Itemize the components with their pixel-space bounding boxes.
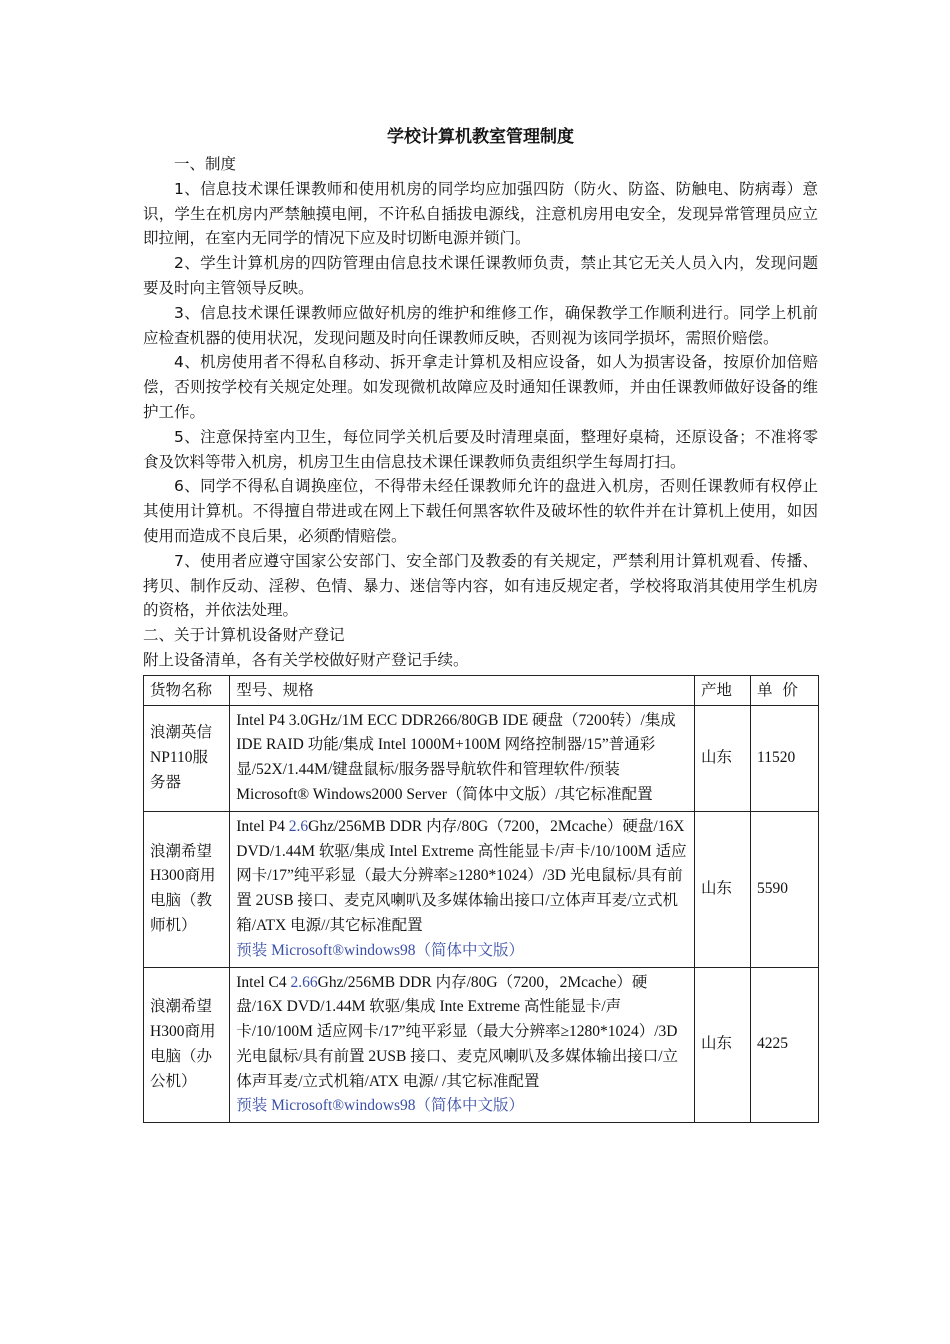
section-heading-rules: 一、制度 — [174, 155, 237, 173]
cell-origin: 山东 — [694, 967, 750, 1123]
document-page — [143, 120, 818, 1123]
header-spec: 型号、规格 — [230, 675, 695, 705]
table-row — [144, 811, 819, 967]
spec-os: 预装 Microsoft®windows98（简体中文版） — [236, 941, 525, 959]
rule-2: 2、学生计算机房的四防管理由信息技术课任课教师负责，禁止其它无关人员入内，发现问题要及时向主管领导反映。 — [143, 254, 818, 297]
header-price: 单 价 — [751, 675, 819, 705]
cell-origin: 山东 — [694, 811, 750, 967]
rule-3: 3、信息技术课任课教师应做好机房的维护和维修工作，确保教学工作顺利进行。同学上机前应检查机器的使用状况，发现问题及时向任课教师反映，否则视为该同学损坏，需照价赔偿。 — [143, 303, 818, 347]
cell-name: 浪潮希望H300商用电脑（办公机） — [144, 967, 230, 1123]
cell-price: 5590 — [751, 811, 819, 967]
assets-note: 附上设备清单，各有关学校做好财产登记手续。 — [143, 650, 469, 669]
rule-6: 6、同学不得私自调换座位，不得带未经任课教师允许的盘进入机房，否则任课教师有权停止其使用计算机。不得擅自带进或在网上下载任何黑客软件及破坏性的软件并在计算机上使用，如因使用而造成不良后果，必须酌情赔偿。 — [143, 477, 818, 545]
rule-4: 4、机房使用者不得私自移动、拆开拿走计算机及相应设备，如人为损害设备，按原价加倍赔偿，否则按学校有关规定处理。如发现微机故障应及时通知任课教师，并由任课教师做好设备的维护工作。 — [143, 353, 818, 421]
equipment-table — [143, 675, 819, 1124]
rule-7: 7、使用者应遵守国家公安部门、安全部门及教委的有关规定，严禁利用计算机观看、传播、拷贝、制作反动、淫秽、色情、暴力、迷信等内容，如有违反规定者，学校将取消其使用学生机房的资格，并依法处理。 — [143, 551, 818, 620]
rule-5: 5、注意保持室内卫生，每位同学关机后要及时清理桌面，整理好桌椅，还原设备；不准将零食及饮料等带入机房，机房卫生由信息技术课任课教师负责组织学生每周打扫。 — [143, 427, 818, 471]
table-row — [144, 705, 819, 811]
spec-cpu: Intel C4 — [236, 973, 291, 991]
spec-cpu-speed: 2.66 — [290, 973, 318, 991]
cell-spec — [230, 811, 695, 967]
spec-cpu: Intel P4 — [236, 817, 289, 835]
table-header-row — [144, 675, 819, 705]
spec-cpu-speed: 2.6 — [288, 817, 309, 835]
rule-1: 1、信息技术课任课教师和使用机房的同学均应加强四防（防火、防盗、防触电、防病毒）意识，学生在机房内严禁触摸电闸，不许私自插拔电源线，注意机房用电安全，发现异常管理员应立即拉闸，在室内无同学的情况下应及时切断电源并锁门。 — [143, 179, 818, 248]
cell-origin: 山东 — [694, 705, 750, 811]
cell-spec — [230, 967, 695, 1123]
spec-os: 预装 Microsoft®windows98（简体中文版） — [236, 1097, 525, 1115]
spec-details: Ghz/256MB DDR 内存/80G（7200，2Mcache）硬盘/16X DVD/1.44M 软驱/集成 Inte Extreme 高性能显卡/声卡/10/100M 适应网卡/17”纯平彩显（最大分辨率≥1280*1024）/3D 光电鼠标/具有前置 2USB 接口、麦克风喇叭及多媒体输出接口/立体声耳麦/立式机箱/ATX 电源/ /其它标准配置 — [236, 973, 679, 1090]
cell-price: 11520 — [751, 705, 819, 811]
cell-name: 浪潮希望H300商用电脑（教师机） — [144, 811, 230, 967]
section-heading-assets: 二、关于计算机设备财产登记 — [143, 626, 345, 645]
cell-price: 4225 — [751, 967, 819, 1123]
cell-name: 浪潮英信NP110服务器 — [144, 705, 230, 811]
header-name: 货物名称 — [144, 675, 230, 705]
header-origin: 产地 — [694, 675, 750, 705]
spec-details: Ghz/256MB DDR 内存/80G（7200，2Mcache）硬盘/16X DVD/1.44M 软驱/集成 Intel Extreme 高性能显卡/声卡/10/100M 适应网卡/17”纯平彩显（最大分辨率≥1280*1024）/3D 光电鼠标/具有前置 2USB 接口、麦克风喇叭及多媒体输出接口/立体声耳麦/立式机箱/ATX 电源//其它标准配置 — [236, 817, 687, 934]
table-row — [144, 967, 819, 1123]
document-title: 学校计算机教室管理制度 — [387, 127, 574, 147]
cell-spec: Intel P4 3.0GHz/1M ECC DDR266/80GB IDE 硬盘（7200转）/集成 IDE RAID 功能/集成 Intel 1000M+100M 网络控制器/15”普通彩显/52X/1.44M/键盘鼠标/服务器导航软件和管理软件/预装 Microsoft® Windows2000 Server（简体中文版）/其它标准配置 — [230, 705, 695, 811]
